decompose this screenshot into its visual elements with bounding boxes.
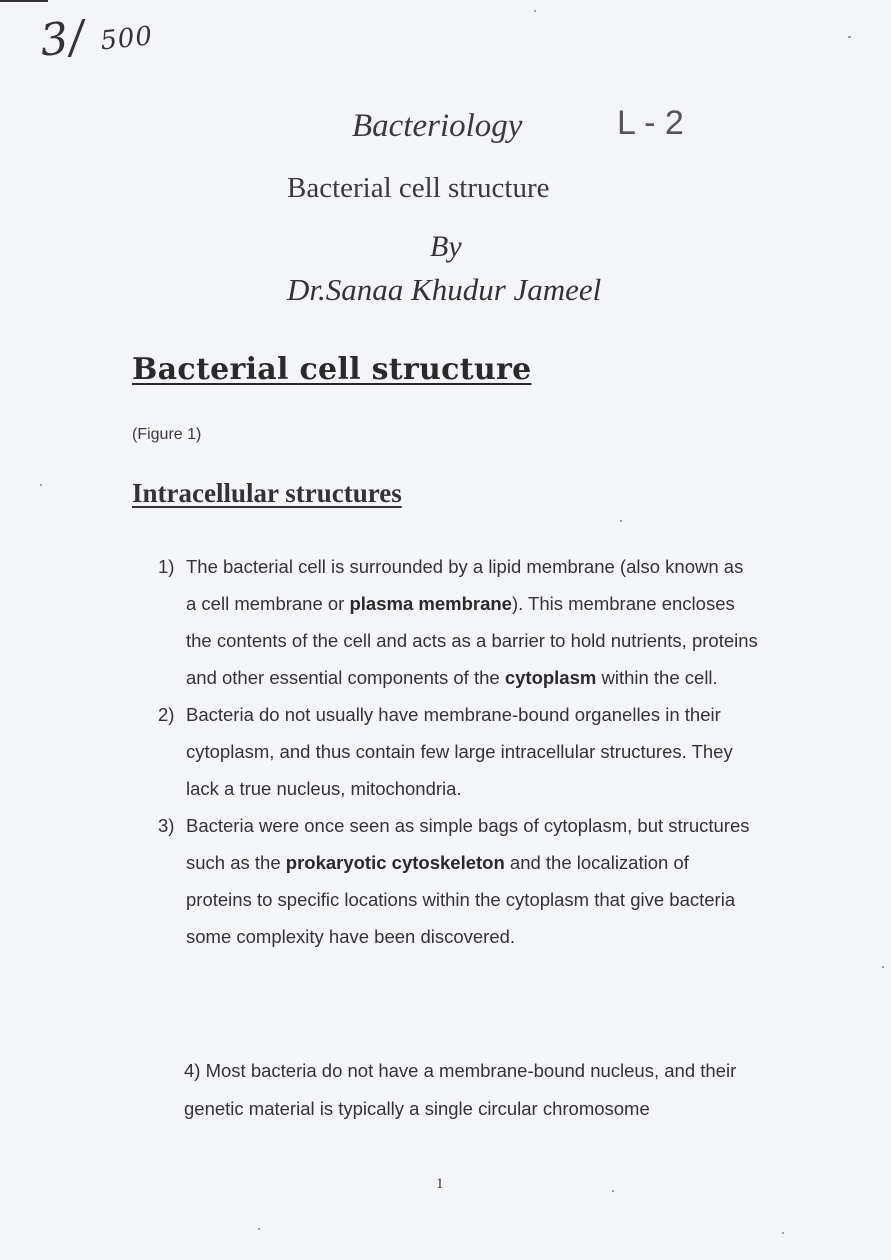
document-title: Bacterial cell structure <box>287 172 550 204</box>
by-label: By <box>430 230 462 263</box>
bold-term: prokaryotic cytoskeleton <box>285 852 505 873</box>
scan-speck <box>848 36 851 38</box>
section-heading: Bacterial cell structure <box>132 352 532 387</box>
bold-term: plasma membrane <box>349 593 512 614</box>
list-item-number: 3) <box>158 815 175 836</box>
list-item-number: 1) <box>158 556 175 577</box>
handwritten-page-total: 500 <box>98 21 155 57</box>
author-name: Dr.Sanaa Khudur Jameel <box>287 272 602 307</box>
list-item <box>158 696 758 807</box>
page-number: 1 <box>436 1176 444 1192</box>
figure-reference: (Figure 1) <box>132 426 202 443</box>
scan-edge-mark <box>0 0 48 2</box>
scan-speck <box>782 1232 784 1234</box>
text-run: and the localization of proteins to specific locations within the cytoplasm that give bacteria some complexity have been discovered. <box>186 852 736 947</box>
text-run: within the cell. <box>596 667 718 688</box>
handwritten-page-count: 3/ <box>37 11 88 67</box>
handwritten-lecture-number: L - 2 <box>617 104 684 142</box>
list-item-text <box>186 807 758 955</box>
scan-speck <box>612 1190 614 1192</box>
text-run: The bacterial cell is surrounded by a lipid membrane (also known as a cell membrane or <box>186 556 744 614</box>
text-run: ). This membrane encloses the contents of the cell and acts as a barrier to hold nutrients, proteins and other essential components of the <box>186 593 758 688</box>
scan-speck <box>620 520 622 522</box>
scan-speck <box>40 484 42 486</box>
list-item <box>158 807 758 955</box>
list-item-text: Bacteria do not usually have membrane-bound organelles in their cytoplasm, and thus contain few large intracellular structures. They lack a true nucleus, mitochondria. <box>186 704 733 799</box>
scan-speck <box>882 966 884 968</box>
structures-list <box>158 548 758 955</box>
list-item-number: 2) <box>158 704 175 725</box>
bold-term: cytoplasm <box>504 667 597 688</box>
scan-speck <box>534 10 536 12</box>
scan-speck <box>258 1228 260 1230</box>
text-run: Bacteria were once seen as simple bags of cytoplasm, but structures such as the <box>186 815 750 873</box>
list-item-4: 4) Most bacteria do not have a membrane-bound nucleus, and their genetic material is typically a single circular chromosome <box>184 1060 737 1119</box>
list-item <box>158 548 758 696</box>
section-subheading: Intracellular structures <box>132 478 402 508</box>
handwritten-page-number <box>38 4 155 66</box>
list-item-text <box>186 548 758 696</box>
subject-title: Bacteriology <box>352 108 523 144</box>
